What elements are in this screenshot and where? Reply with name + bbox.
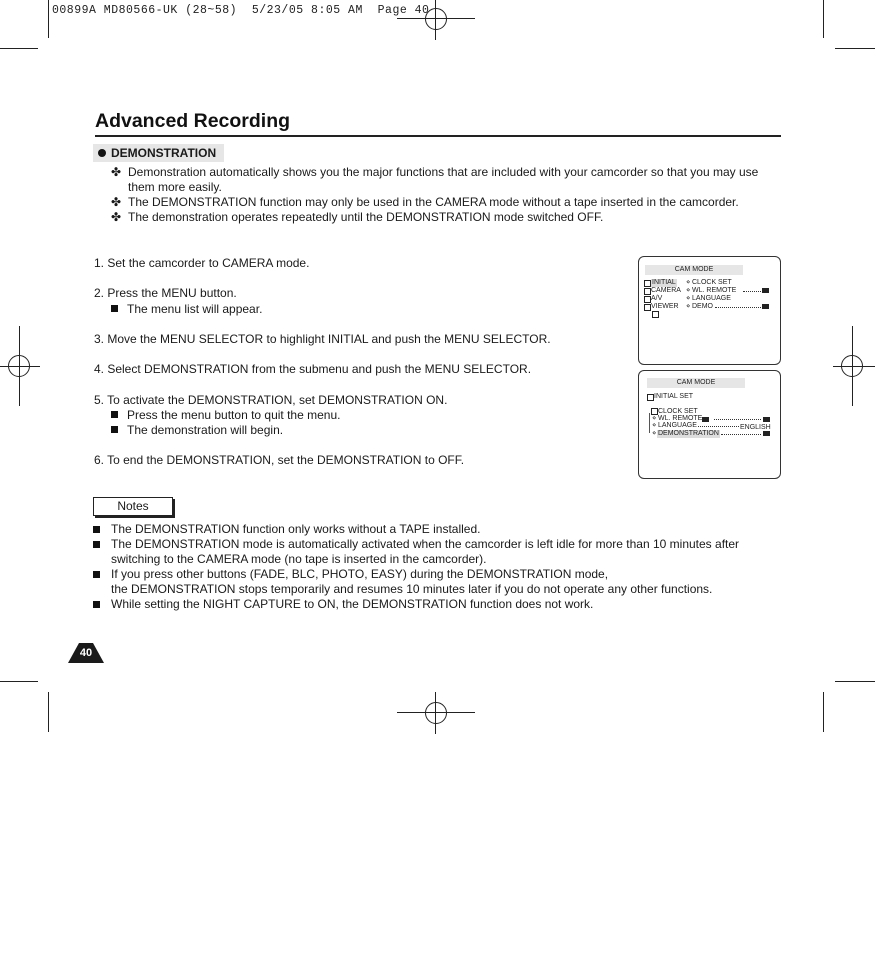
- intro-bullet-list: [111, 165, 771, 225]
- bullet-text: The DEMONSTRATION function may only be used in the CAMERA mode without a tape inserted in the camcorder.: [128, 195, 739, 209]
- submenu-item: WL. REMOTE: [658, 415, 703, 422]
- square-bullet-icon: [93, 601, 100, 608]
- cross-bullet-icon: ✤: [111, 195, 122, 209]
- list-item: [93, 522, 763, 537]
- leader-dots: [715, 307, 761, 308]
- menu-icon: [652, 311, 659, 318]
- submenu-item: LANGUAGE: [692, 295, 731, 302]
- menu-icon: [644, 296, 651, 303]
- menu-icon: [644, 288, 651, 295]
- bullet-dot-icon: [98, 149, 106, 157]
- value-icon: [702, 417, 709, 422]
- menu-screen-illustration: [638, 256, 781, 365]
- folder-icon: [647, 394, 654, 401]
- diamond-bullet-icon: ⋄: [686, 295, 691, 302]
- diamond-bullet-icon: ⋄: [652, 422, 657, 429]
- crop-mark: [835, 48, 875, 49]
- diamond-bullet-icon: ⋄: [686, 279, 691, 286]
- diamond-bullet-icon: ⋄: [686, 287, 691, 294]
- square-bullet-icon: [93, 541, 100, 548]
- registration-circle: [841, 355, 863, 377]
- crop-mark: [823, 0, 824, 38]
- notes-list: [93, 522, 763, 612]
- list-item: [111, 165, 771, 195]
- crop-mark: [823, 692, 824, 732]
- leader-dots: [743, 291, 761, 292]
- crop-mark: [835, 681, 875, 682]
- square-bullet-icon: [111, 305, 118, 312]
- diamond-bullet-icon: ⋄: [652, 430, 657, 437]
- step-item: 4. Select DEMONSTRATION from the submenu and push the MENU SELECTOR.: [94, 362, 532, 376]
- page-number: 40: [79, 647, 93, 659]
- page-number-badge: [68, 643, 104, 663]
- menu-icon: [644, 280, 651, 287]
- print-header: 00899A MD80566-UK (28~58) 5/23/05 8:05 AM Page 40: [52, 4, 430, 17]
- submenu-item: DEMO: [692, 303, 713, 310]
- crop-mark: [0, 48, 38, 49]
- value-icon: [762, 288, 769, 293]
- sub-step-text: The menu list will appear.: [127, 302, 263, 316]
- title-rule: [95, 135, 781, 137]
- section-label: DEMONSTRATION: [111, 146, 217, 160]
- registration-circle: [8, 355, 30, 377]
- crop-mark: [0, 681, 38, 682]
- sub-step: [111, 302, 262, 317]
- list-item: [93, 597, 763, 612]
- sub-step-text: The demonstration will begin.: [127, 423, 284, 437]
- sub-step: [111, 423, 283, 438]
- sub-step-text: Press the menu button to quit the menu.: [127, 408, 341, 422]
- menu-icon: [644, 304, 651, 311]
- screen-header: CAM MODE: [645, 265, 743, 275]
- language-value: ENGLISH: [740, 424, 771, 431]
- submenu-item: LANGUAGE: [658, 422, 697, 429]
- cross-bullet-icon: ✤: [111, 210, 122, 224]
- crop-mark: [48, 0, 49, 38]
- bullet-text: The demonstration operates repeatedly until the DEMONSTRATION mode switched OFF.: [128, 210, 604, 224]
- registration-circle: [425, 8, 447, 30]
- step-item: 2. Press the MENU button.: [94, 286, 237, 300]
- square-bullet-icon: [93, 571, 100, 578]
- menu-item-camera: CAMERA: [651, 287, 681, 294]
- submenu-title: INITIAL SET: [654, 393, 694, 400]
- step-item: 1. Set the camcorder to CAMERA mode.: [94, 256, 310, 270]
- submenu-item-highlighted: DEMONSTRATION: [658, 430, 719, 437]
- note-text: If you press other buttons (FADE, BLC, PHOTO, EASY) during the DEMONSTRATION mode, the DEMONSTRATION stops temporarily and resumes 10 minutes later if you do not operate any other functions.: [111, 567, 713, 596]
- notes-label-box: Notes: [93, 497, 173, 516]
- step-item: 5. To activate the DEMONSTRATION, set DEMONSTRATION ON.: [94, 393, 448, 407]
- screen-header: CAM MODE: [647, 378, 745, 388]
- diamond-bullet-icon: ⋄: [686, 303, 691, 310]
- list-item: [93, 567, 763, 597]
- value-icon: [763, 431, 770, 436]
- menu-item-av: A/V: [651, 295, 663, 302]
- value-icon: [762, 304, 769, 309]
- square-bullet-icon: [111, 426, 118, 433]
- list-item: [111, 195, 771, 210]
- note-text: The DEMONSTRATION mode is automatically activated when the camcorder is left idle for more than 10 minutes after switching to the CAMERA mode (no tape is inserted in the camcorder).: [111, 537, 740, 566]
- leader-dots: [714, 419, 761, 420]
- menu-item-viewer: VIEWER: [651, 303, 679, 310]
- page-title: Advanced Recording: [95, 110, 291, 132]
- clock-icon: [651, 408, 658, 415]
- step-item: 3. Move the MENU SELECTOR to highlight INITIAL and push the MENU SELECTOR.: [94, 332, 551, 346]
- square-bullet-icon: [93, 526, 100, 533]
- tree-line: [649, 413, 650, 433]
- submenu-item: CLOCK SET: [658, 408, 698, 415]
- section-heading: [93, 144, 224, 162]
- registration-circle: [425, 702, 447, 724]
- list-item: [111, 210, 771, 225]
- sub-step: [111, 408, 340, 423]
- leader-dots: [721, 434, 761, 435]
- submenu-item: CLOCK SET: [692, 279, 732, 286]
- bullet-text: Demonstration automatically shows you the major functions that are included with your camcorder so that you may use them more easily.: [128, 165, 759, 194]
- crop-mark: [48, 692, 49, 732]
- submenu-screen-illustration: [638, 370, 781, 479]
- value-icon: [763, 417, 770, 422]
- step-item: 6. To end the DEMONSTRATION, set the DEMONSTRATION to OFF.: [94, 453, 465, 467]
- menu-item-initial: INITIAL: [652, 279, 676, 286]
- cross-bullet-icon: ✤: [111, 165, 122, 179]
- diamond-bullet-icon: ⋄: [652, 415, 657, 422]
- submenu-item: WL. REMOTE: [692, 287, 737, 294]
- leader-dots: [698, 426, 739, 427]
- note-text: The DEMONSTRATION function only works without a TAPE installed.: [111, 522, 481, 536]
- note-text: While setting the NIGHT CAPTURE to ON, the DEMONSTRATION function does not work.: [111, 597, 594, 611]
- list-item: [93, 537, 763, 567]
- square-bullet-icon: [111, 411, 118, 418]
